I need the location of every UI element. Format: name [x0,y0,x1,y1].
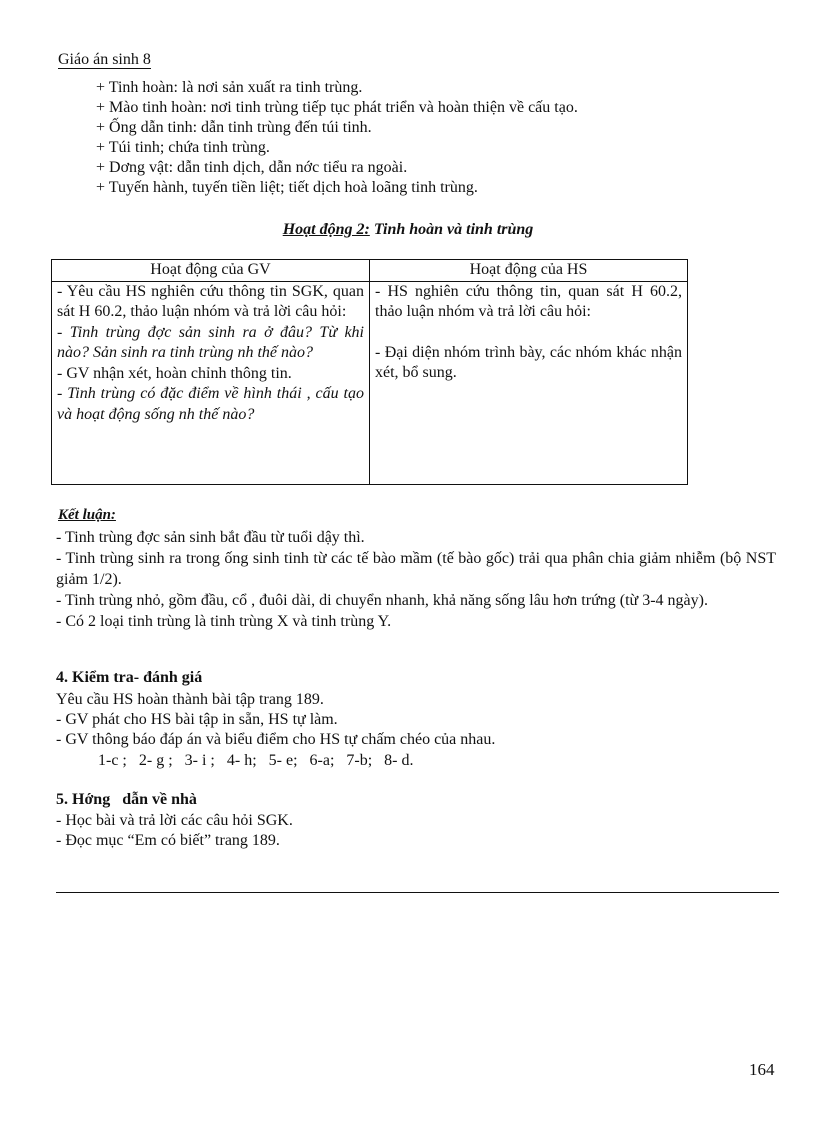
gv-question-1: - Tinh trùng đợc sản sinh ra ở đâu? Từ khi nào? Sản sinh ra tinh trùng nh thế nào? [57,323,364,361]
answer-key: 1-c ; 2- g ; 3- i ; 4- h; 5- e; 6-a; 7-b; 8- d. [98,752,414,769]
footer-divider [56,892,779,893]
bullet-item: + Ống dẫn tinh: dẫn tinh trùng đến túi tinh. [96,119,372,136]
activity-title: Tinh hoàn và tinh trùng [369,221,534,238]
gv-cell [52,281,370,484]
section-5-title: 5. Hớng dẫn về nhà [56,791,197,808]
bullet-item: + Mào tinh hoàn: nơi tinh trùng tiếp tục phát triển và hoàn thiện về cấu tạo. [96,99,578,116]
gv-instruction: - Yêu cầu HS nghiên cứu thông tin SGK, quan sát H 60.2, thảo luận nhóm và trả lời câu hỏi: [57,282,364,320]
page-number: 164 [749,1060,775,1079]
hs-activity-2: - Đại diện nhóm trình bày, các nhóm khác nhận xét, bổ sung. [375,343,682,381]
section-4-body [56,690,495,750]
table-row [52,281,688,484]
section-4-title: 4. Kiểm tra- đánh giá [56,669,203,686]
table-header-row [52,260,688,282]
header-text: Giáo án sinh 8 [58,51,151,68]
section-5-line: - Học bài và trả lời các câu hỏi SGK. [56,812,293,829]
conclusion-item: - Tinh trùng đợc sản sinh bắt đầu từ tuổi dậy thì. [56,529,365,546]
col-header-gv: Hoạt động của GV [52,260,370,282]
conclusion-item: - Tinh trùng nhỏ, gồm đầu, cổ , đuôi dài, di chuyển nhanh, khả năng sống lâu hơn trứng (từ 3-4 ngày). [56,592,708,609]
bullet-item: + Dơng vật: dẫn tinh dịch, dẫn nớc tiểu ra ngoài. [96,159,408,176]
organ-bullet-list [96,78,578,198]
bullet-item: + Túi tinh; chứa tinh trùng. [96,139,270,156]
activity-heading [0,220,816,240]
section-5-body [56,811,293,851]
section-4-line: Yêu cầu HS hoàn thành bài tập trang 189. [56,691,324,708]
gv-comment: - GV nhận xét, hoàn chỉnh thông tin. [57,364,292,382]
conclusion-item: - Có 2 loại tinh trùng là tinh trùng X và tinh trùng Y. [56,613,392,630]
conclusion-title: Kết luận: [58,507,116,523]
col-header-hs: Hoạt động của HS [370,260,688,282]
activity-label: Hoạt động 2: [282,221,370,238]
hs-cell [370,281,688,484]
section-5-line: - Đọc mục “Em có biết” trang 189. [56,832,280,849]
section-4-line: - GV phát cho HS bài tập in sẵn, HS tự làm. [56,711,338,728]
document-header [58,50,151,70]
bullet-item: + Tinh hoàn: là nơi sản xuất ra tinh trùng. [96,79,363,96]
hs-activity-1: - HS nghiên cứu thông tin, quan sát H 60.2, thảo luận nhóm và trả lời câu hỏi: [375,282,682,320]
section-4-line: - GV thông báo đáp án và biểu điểm cho HS tự chấm chéo của nhau. [56,731,496,748]
bullet-item: + Tuyến hành, tuyến tiền liệt; tiết dịch hoà loãng tinh trùng. [96,179,478,196]
activity-table [51,259,688,485]
conclusion-list [56,527,776,632]
conclusion-item: - Tinh trùng sinh ra trong ống sinh tinh từ các tế bào mầm (tế bào gốc) trải qua phân chia giảm nhiễm (bộ NST giảm 1/2). [56,550,776,588]
gv-question-2: - Tinh trùng có đặc điểm về hình thái , cấu tạo và hoạt động sống nh thế nào? [57,385,364,423]
